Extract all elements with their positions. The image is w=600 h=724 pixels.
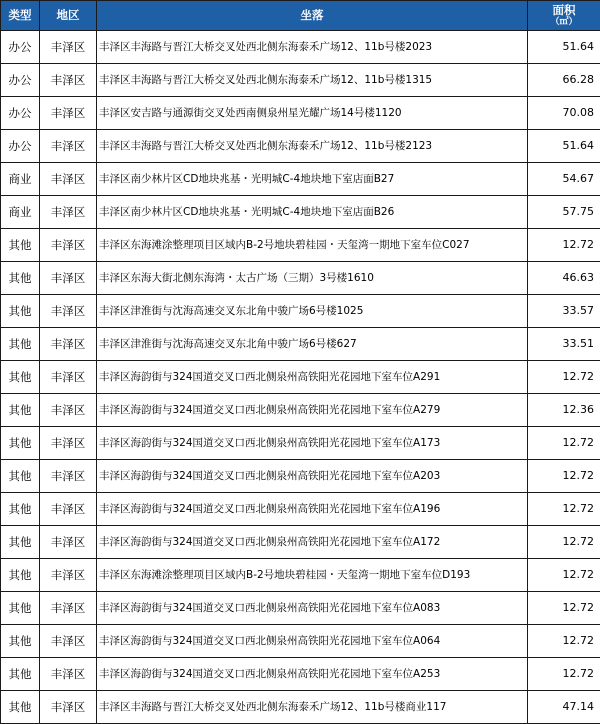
table-row: [1, 64, 600, 97]
cell-size: 12.36: [528, 394, 600, 427]
table-row: [1, 196, 600, 229]
cell-type: 其他: [1, 295, 40, 328]
cell-type: 商业: [1, 163, 40, 196]
cell-area: 丰泽区: [40, 196, 97, 229]
cell-type: 其他: [1, 328, 40, 361]
cell-size: 33.51: [528, 328, 600, 361]
cell-size: 12.72: [528, 559, 600, 592]
cell-area: 丰泽区: [40, 559, 97, 592]
cell-size: 12.72: [528, 526, 600, 559]
cell-type: 商业: [1, 196, 40, 229]
cell-size: 12.72: [528, 658, 600, 691]
cell-size: 66.28: [528, 64, 600, 97]
cell-type: 其他: [1, 460, 40, 493]
cell-type: 其他: [1, 526, 40, 559]
cell-type: 其他: [1, 394, 40, 427]
table-row: [1, 427, 600, 460]
cell-type: 其他: [1, 493, 40, 526]
cell-location: 丰泽区海韵街与324国道交叉口西北侧泉州高铁阳光花园地下室车位A173: [97, 427, 528, 460]
table-row: [1, 262, 600, 295]
cell-type: 办公: [1, 97, 40, 130]
cell-type: 其他: [1, 262, 40, 295]
table-body: [1, 31, 600, 724]
cell-location: 丰泽区津淮街与沈海高速交叉东北角中骏广场6号楼627: [97, 328, 528, 361]
header-row: [1, 1, 600, 31]
cell-size: 12.72: [528, 493, 600, 526]
cell-location: 丰泽区海韵街与324国道交叉口西北侧泉州高铁阳光花园地下室车位A196: [97, 493, 528, 526]
cell-type: 其他: [1, 592, 40, 625]
cell-location: 丰泽区南少林片区CD地块兆基・光明城C-4地块地下室店面B27: [97, 163, 528, 196]
table-row: [1, 460, 600, 493]
table-row: [1, 658, 600, 691]
table-row: [1, 31, 600, 64]
table-row: [1, 328, 600, 361]
table-row: [1, 493, 600, 526]
cell-area: 丰泽区: [40, 295, 97, 328]
cell-size: 54.67: [528, 163, 600, 196]
header-location: 坐落: [97, 1, 528, 31]
table-row: [1, 130, 600, 163]
cell-location: 丰泽区东海滩涂整理项目区域内B-2号地块碧桂园・天玺湾一期地下室车位D193: [97, 559, 528, 592]
cell-type: 办公: [1, 31, 40, 64]
table-row: [1, 229, 600, 262]
cell-area: 丰泽区: [40, 592, 97, 625]
cell-location: 丰泽区海韵街与324国道交叉口西北侧泉州高铁阳光花园地下室车位A172: [97, 526, 528, 559]
table-row: [1, 97, 600, 130]
table-row: [1, 526, 600, 559]
header-size-label: 面积: [553, 3, 576, 17]
table-row: [1, 163, 600, 196]
cell-area: 丰泽区: [40, 361, 97, 394]
cell-size: 51.64: [528, 130, 600, 163]
cell-area: 丰泽区: [40, 427, 97, 460]
cell-size: 12.72: [528, 592, 600, 625]
cell-size: 12.72: [528, 460, 600, 493]
cell-location: 丰泽区东海大街北侧东海湾・太古广场（三期）3号楼1610: [97, 262, 528, 295]
cell-area: 丰泽区: [40, 394, 97, 427]
table-row: [1, 361, 600, 394]
cell-type: 其他: [1, 691, 40, 724]
cell-size: 70.08: [528, 97, 600, 130]
cell-size: 47.14: [528, 691, 600, 724]
cell-location: 丰泽区海韵街与324国道交叉口西北侧泉州高铁阳光花园地下室车位A279: [97, 394, 528, 427]
table-row: [1, 592, 600, 625]
cell-location: 丰泽区海韵街与324国道交叉口西北侧泉州高铁阳光花园地下室车位A253: [97, 658, 528, 691]
cell-type: 其他: [1, 427, 40, 460]
cell-location: 丰泽区海韵街与324国道交叉口西北侧泉州高铁阳光花园地下室车位A064: [97, 625, 528, 658]
cell-area: 丰泽区: [40, 97, 97, 130]
header-size-unit: （㎡）: [528, 17, 600, 27]
cell-size: 33.57: [528, 295, 600, 328]
cell-location: 丰泽区津淮街与沈海高速交叉东北角中骏广场6号楼1025: [97, 295, 528, 328]
cell-location: 丰泽区东海滩涂整理项目区域内B-2号地块碧桂园・天玺湾一期地下室车位C027: [97, 229, 528, 262]
cell-area: 丰泽区: [40, 163, 97, 196]
cell-location: 丰泽区丰海路与晋江大桥交叉处西北侧东海泰禾广场12、11b号楼商业117: [97, 691, 528, 724]
table-row: [1, 625, 600, 658]
cell-type: 办公: [1, 130, 40, 163]
cell-area: 丰泽区: [40, 691, 97, 724]
cell-size: 51.64: [528, 31, 600, 64]
cell-location: 丰泽区海韵街与324国道交叉口西北侧泉州高铁阳光花园地下室车位A203: [97, 460, 528, 493]
cell-area: 丰泽区: [40, 31, 97, 64]
cell-area: 丰泽区: [40, 460, 97, 493]
table-row: [1, 295, 600, 328]
cell-type: 办公: [1, 64, 40, 97]
cell-size: 57.75: [528, 196, 600, 229]
cell-area: 丰泽区: [40, 229, 97, 262]
cell-location: 丰泽区安吉路与通源街交叉处西南侧泉州星光耀广场14号楼1120: [97, 97, 528, 130]
cell-size: 12.72: [528, 625, 600, 658]
table-row: [1, 394, 600, 427]
table-row: [1, 691, 600, 724]
cell-location: 丰泽区海韵街与324国道交叉口西北侧泉州高铁阳光花园地下室车位A083: [97, 592, 528, 625]
cell-type: 其他: [1, 361, 40, 394]
table-row: [1, 559, 600, 592]
cell-area: 丰泽区: [40, 328, 97, 361]
cell-location: 丰泽区丰海路与晋江大桥交叉处西北侧东海泰禾广场12、11b号楼2123: [97, 130, 528, 163]
cell-area: 丰泽区: [40, 64, 97, 97]
cell-area: 丰泽区: [40, 658, 97, 691]
cell-location: 丰泽区海韵街与324国道交叉口西北侧泉州高铁阳光花园地下室车位A291: [97, 361, 528, 394]
cell-size: 12.72: [528, 427, 600, 460]
table-header: [1, 1, 600, 31]
cell-area: 丰泽区: [40, 625, 97, 658]
cell-location: 丰泽区丰海路与晋江大桥交叉处西北侧东海泰禾广场12、11b号楼1315: [97, 64, 528, 97]
cell-area: 丰泽区: [40, 526, 97, 559]
cell-size: 12.72: [528, 229, 600, 262]
cell-type: 其他: [1, 559, 40, 592]
cell-location: 丰泽区南少林片区CD地块兆基・光明城C-4地块地下室店面B26: [97, 196, 528, 229]
cell-area: 丰泽区: [40, 493, 97, 526]
cell-area: 丰泽区: [40, 262, 97, 295]
header-type: 类型: [1, 1, 40, 31]
header-area: 地区: [40, 1, 97, 31]
cell-type: 其他: [1, 229, 40, 262]
cell-size: 46.63: [528, 262, 600, 295]
cell-size: 12.72: [528, 361, 600, 394]
cell-type: 其他: [1, 658, 40, 691]
cell-area: 丰泽区: [40, 130, 97, 163]
cell-type: 其他: [1, 625, 40, 658]
header-size: [528, 1, 600, 31]
cell-location: 丰泽区丰海路与晋江大桥交叉处西北侧东海泰禾广场12、11b号楼2023: [97, 31, 528, 64]
